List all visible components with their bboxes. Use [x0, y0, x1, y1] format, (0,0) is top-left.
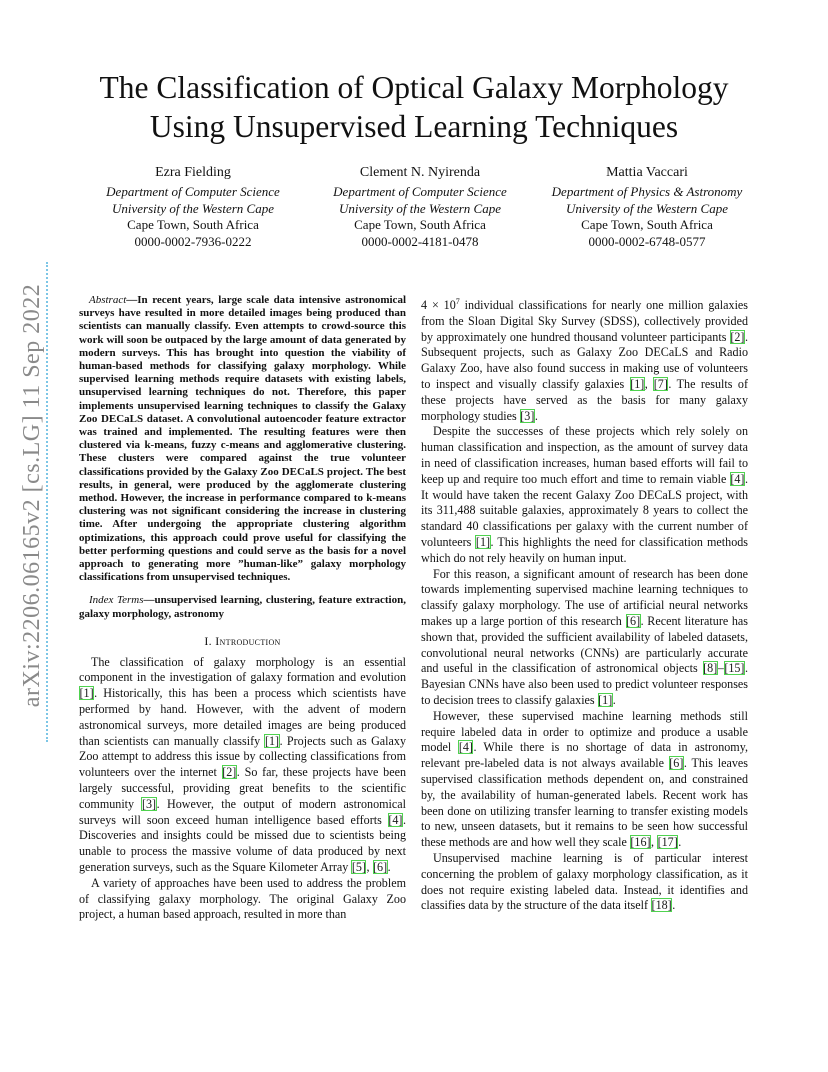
intro-paragraph-6 — [421, 851, 748, 914]
text-run: – — [717, 661, 724, 676]
exponent: 7 — [455, 297, 460, 306]
intro-paragraph-1 — [79, 655, 406, 876]
citation-link[interactable]: [15] — [724, 661, 745, 676]
citation-link[interactable]: [18] — [651, 898, 672, 913]
author-location: Cape Town, South Africa — [127, 217, 259, 233]
left-column — [79, 294, 406, 923]
author-orcid: 0000-0002-4181-0478 — [361, 234, 479, 250]
text-run: . Subsequent projects, such as Galaxy Zoo DECaLS and Radio Galaxy Zoo, have also found success in making use of volunteers to inspect and visually classify galaxies — [421, 329, 748, 392]
citation-link[interactable]: [17] — [657, 835, 678, 850]
citation-link[interactable]: [1] — [475, 534, 491, 549]
author-department: Department of Computer Science — [333, 183, 507, 199]
author-2 — [307, 165, 533, 251]
text-run: . The results of these projects have served as the basis for many galaxy morphology studies — [421, 377, 748, 423]
text-run: . It would have taken the recent Galaxy Zoo DECaLS project, with its 311,488 suitable galaxies, approximately 8 years to collect the standard 40 classifications per galaxy with the current number of volunteers — [421, 471, 748, 549]
author-university: University of the Western Cape — [339, 200, 501, 216]
author-3 — [534, 165, 760, 251]
section-heading-introduction: I. Introduction — [204, 633, 281, 648]
author-university: University of the Western Cape — [112, 200, 274, 216]
text-run: . While there is no shortage of data in astronomy, relevant pre-labeled data is not always available — [421, 740, 748, 771]
citation-link[interactable]: [1] — [630, 377, 645, 392]
paper-title — [60, 68, 768, 146]
author-block — [80, 165, 760, 251]
citation-link[interactable]: [6] — [373, 860, 388, 875]
citation-link[interactable]: [1] — [264, 733, 280, 748]
citation-link[interactable]: [5] — [351, 860, 366, 875]
citation-link[interactable]: [3] — [141, 796, 157, 811]
citation-link[interactable]: [6] — [669, 756, 684, 771]
title-line-1: The Classification of Optical Galaxy Morphology — [99, 70, 729, 105]
citation-link[interactable]: [1] — [598, 692, 613, 707]
author-department: Department of Computer Science — [106, 183, 280, 199]
text-run: For this reason, a significant amount of research has been done towards implementing supervised machine learning techniques to classify galaxy morphology. The use of artificial neural networks makes up a large portion of this research — [421, 566, 748, 628]
text-run: However, these supervised machine learning methods still require labeled data in order to optimize and produce a usable model — [421, 708, 748, 755]
citation-link[interactable]: [8] — [703, 661, 718, 676]
text-run: . — [672, 898, 676, 913]
author-orcid: 0000-0002-6748-0577 — [588, 234, 706, 250]
text-run: 4 × 10 — [421, 298, 456, 313]
title-line-2: Using Unsupervised Learning Techniques — [149, 109, 679, 144]
intro-paragraph-5 — [421, 709, 748, 851]
text-run: . Historically, this has been a process which scientists have performed by hand. However, with the advent of modern astronomical surveys, more detailed images are being produced than scientists can manually classify — [79, 686, 406, 748]
text-run: individual classifications for nearly one million galaxies from the Sloan Digital Sky Survey (SDSS), collectively provided by approximately one hundred thousand volunteer participants — [421, 298, 749, 344]
text-run: The classification of galaxy morphology is an essential component in the investigation of galaxy formation and evolution — [79, 654, 406, 685]
citation-link[interactable]: [4] — [388, 812, 403, 827]
author-name: Ezra Fielding — [155, 165, 231, 180]
intro-paragraph-2-cont — [421, 294, 748, 424]
arxiv-identifier-text: arXiv:2206.06165v2 [cs.LG] 11 Sep 2022 — [19, 283, 46, 707]
arxiv-identifier — [18, 255, 48, 735]
text-run: , — [366, 860, 373, 875]
text-run: . This highlights the need for classification methods which do not rely heavily on human input. — [421, 534, 748, 565]
author-location: Cape Town, South Africa — [581, 217, 713, 233]
text-run: . Bayesian CNNs have also been used to predict volunteer responses to decision trees to classify galaxies — [421, 661, 748, 707]
text-run: , — [651, 835, 658, 850]
text-run: . So far, these projects have been largely successful, providing great benefits to the scientific community — [79, 765, 406, 811]
author-university: University of the Western Cape — [566, 200, 728, 216]
abstract-label: Abstract — [89, 294, 127, 306]
text-run: A variety of approaches have been used to address the problem of classifying galaxy morphology. The original Galaxy Zoo project, a human based approach, resulted in more than — [79, 875, 406, 922]
citation-link[interactable]: [2] — [730, 329, 745, 344]
author-department: Department of Physics & Astronomy — [551, 183, 743, 199]
intro-paragraph-3 — [421, 424, 748, 566]
right-column — [421, 294, 748, 914]
index-terms-text: —unsupervised learning, clustering, feature extraction, galaxy morphology, astronomy — [79, 594, 406, 620]
citation-link[interactable]: [4] — [458, 740, 473, 755]
citation-link[interactable]: [16] — [630, 835, 651, 850]
index-terms-label: Index Terms — [89, 594, 144, 607]
citation-link[interactable]: [4] — [730, 471, 745, 486]
abstract-text: —In recent years, large scale data intensive astronomical surveys have resulted in more detailed images being produced than scientists can manually classify. Even attempts to crowd-source this work will soon be outpaced by the large amount of data generated by modern surveys. This has brought into question the viability of human-based methods for classifying galaxy morphology. While supervised learning methods require datasets with existing labels, unsupervised learning techniques do not. Therefore, this paper implements unsupervised learning techniques to classify the Galaxy Zoo DECaLS dataset. A convolutional autoencoder feature extractor was trained and implemented. The resulting features were then clustered via k-means, fuzzy c-means and agglomerative clustering. These clusters were compared against the true volunteer classifications provided by the Galaxy Zoo DECaLS project. The best results, in general, were produced by the agglomerate clustering method. However, the increase in performance compared to k-means clustering was not significant considering the increase in clustering time. After undergoing the appropriate clustering algorithm optimizations, this approach could prove useful for classifying the better performing questions and could serve as the basis for a novel approach to generating more ”human-like” galaxy morphology classifications from unsupervised techniques. — [79, 294, 406, 584]
citation-link[interactable]: [3] — [520, 408, 535, 423]
citation-link[interactable]: [2] — [222, 765, 237, 780]
intro-paragraph-4 — [421, 567, 748, 709]
index-terms — [79, 594, 406, 620]
arxiv-link-border[interactable] — [46, 262, 48, 742]
text-run: . — [534, 408, 538, 423]
text-run: . — [678, 835, 682, 850]
text-run: , — [644, 377, 654, 392]
text-run: Unsupervised machine learning is of particular interest concerning the problem of galaxy morphology classification, as it does not require existing labeled data. Instead, it identifies and classifies data by the structure of the data itself — [421, 850, 748, 913]
text-run: . Recent literature has shown that, provided the sufficient availability of labeled datasets, convolutional neural networks (CNNs) are particularly accurate and useful in the classification of astronomical objects — [421, 613, 749, 676]
author-location: Cape Town, South Africa — [354, 217, 486, 233]
text-run: . — [387, 860, 391, 875]
text-run: . Projects such as Galaxy Zoo attempt to address this issue by collecting classifications from volunteers over the internet — [79, 733, 406, 780]
text-run: Despite the successes of these projects which rely solely on human classification and inspection, as the amount of survey data in need of classification increases, human based efforts will fail to keep up and require too much effort and time to remain viable — [421, 424, 748, 486]
author-orcid: 0000-0002-7936-0222 — [134, 234, 252, 250]
citation-link[interactable]: [7] — [653, 377, 668, 392]
text-run: . Discoveries and insights could be missed due to scientists being unable to process the massive volume of data produced by next generation surveys, such as the Square Kilometer Array — [79, 812, 406, 875]
author-name: Clement N. Nyirenda — [359, 165, 481, 180]
intro-paragraph-2 — [79, 876, 406, 923]
citation-link[interactable]: [1] — [79, 686, 94, 701]
text-run: . This leaves supervised classification methods dependent on, and constrained by, the availability of human-generated labels. Recent work has been done on utilizing transfer learning to transfer existing models to new, unseen datasets, but it remains to be seen how successful these methods are and how well they scale — [421, 756, 748, 850]
text-run: . However, the output of modern astronomical surveys will soon exceed human intelligence based efforts — [79, 796, 406, 827]
author-name: Mattia Vaccari — [606, 165, 688, 180]
citation-link[interactable]: [6] — [626, 613, 641, 628]
abstract — [79, 294, 406, 584]
text-run: . — [612, 692, 616, 707]
author-1 — [80, 165, 306, 251]
